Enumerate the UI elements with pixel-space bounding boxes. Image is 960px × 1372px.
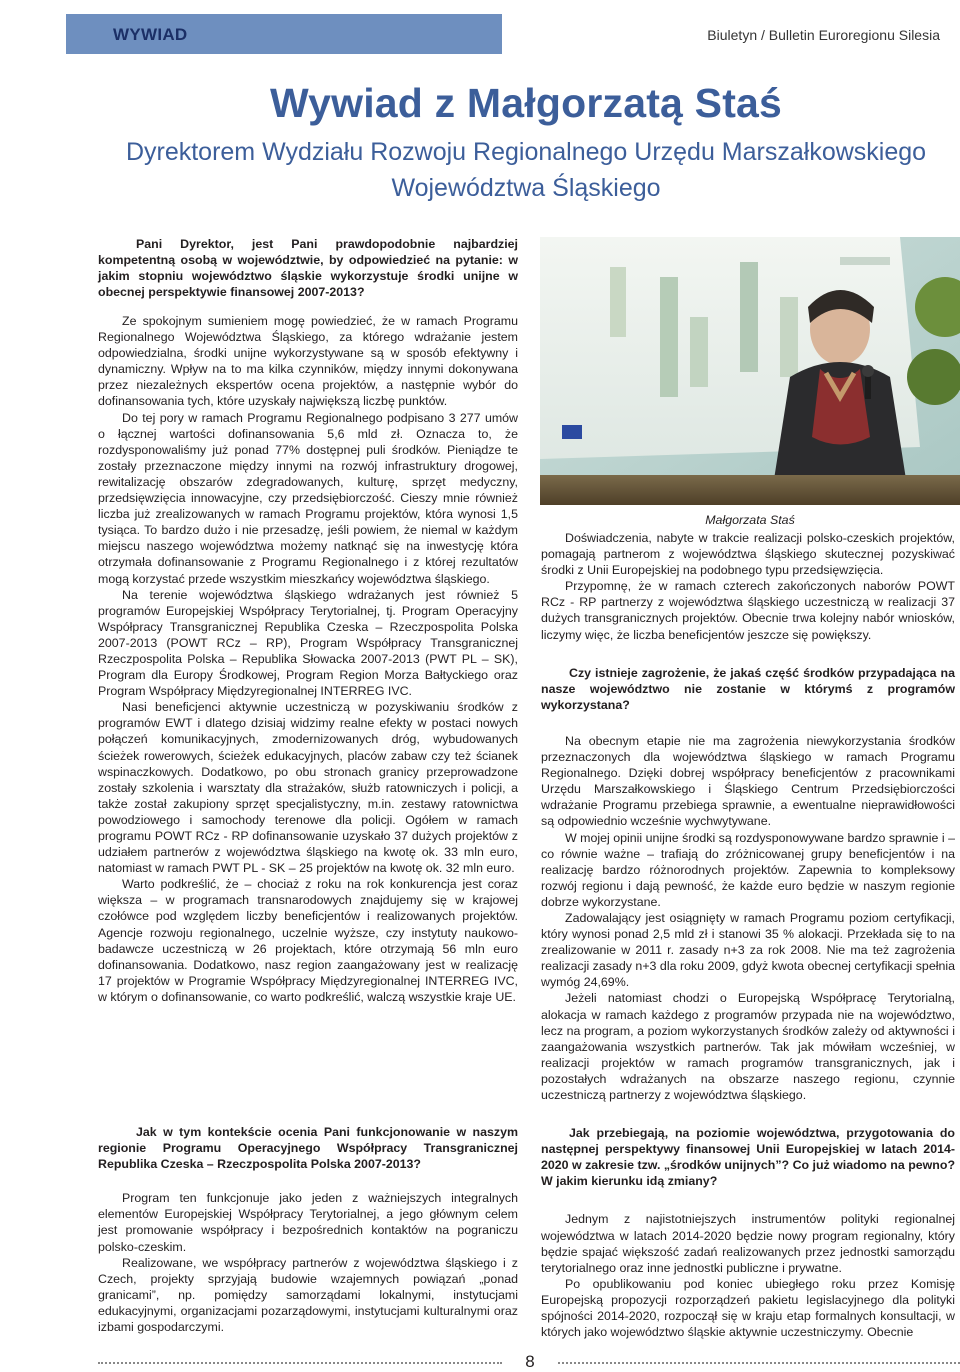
answer-2-paragraph-1: Program ten funkcjonuje jako jeden z ważniejszych integralnych elementów Europejskiej Współpracy Terytorialnej, a jego głównym celem jest promowanie współpracy i bezpośrednich kontaktów na pograniczu polsko-czeskim. <box>98 1191 518 1254</box>
answer-3-paragraph-3: Zadowalający jest osiągnięty w ramach Programu poziom certyfikacji, który wynosi ponad 2,5 mld zł i stanowi 35 % alokacji. Przekłada się to na zrealizowanie w 2011 r. zasady n+3 za rok 2008. Nie ma też zagrożenia realizacji zasady n+3 dla roku 2009, gdyż kwota obecnej certyfikacji spełnia wymóg 24,69%. <box>541 910 955 990</box>
question-3: Czy istnieje zagrożenie, że jakaś część środków przypadająca na nasze województwo nie zostanie w którymś z programów wykorzystana? <box>541 665 955 712</box>
left-column-top <box>98 236 518 300</box>
answer-3-paragraph-1: Na obecnym etapie nie ma zagrożenia niewykorzystania środków przeznaczonych dla województwa śląskiego w ramach Programu Regionalnego. Dzięki dobrej współpracy beneficjentów z pracownikami Urzędu Marszałkowskiego i Śląskiego Centrum Przedsiębiorczości wdrażanie Programu przebiega sprawnie, a ewentualne nieprawidłowości są odpowiednio wcześnie wychwytywane. <box>541 733 955 829</box>
left-column-body <box>98 313 518 1005</box>
question-4: Jak przebiegają, na poziomie województwa, przygotowania do następnej perspektywy finansowej Unii Europejskiej w latach 2014-2020 w zakresie tzw. „środków unijnych”? Co już wiadomo na pewno? W jakim kierunku idą zmiany? <box>541 1126 956 1189</box>
footer-rule-right <box>558 1362 960 1364</box>
answer-1-paragraph-5: Warto podkreślić, że – chociaż z roku na rok konkurencja jest coraz większa – w programach transnarodowych znajdujemy się w krajowej czołówce pod względem liczby beneficjentów i realizowanych projektów. Agencje rozwoju regionalnego, uczelnie wyższe, czy instytuty naukowo-badawcze uczestniczą w 26 projektach, które otrzymają 56 mln euro dofinansowania. Dodatkowo, nasz region zaangażowany jest w realizację 17 projektów w Programie Współpracy Międzyregionalnej INTERREG IVC, w którym o dofinansowanie, co warto podkreślić, walczą wszystkie kraje UE. <box>98 877 518 1004</box>
speaker-photo <box>540 237 960 505</box>
answer-3-paragraph-2: W mojej opinii unijne środki są rozdysponowywane bardzo sprawnie i – co równie ważne – trafiają do zróżnicowanej grupy beneficjentów i na realizację bardzo różnorodnych projektów. Zapewnia to kompleksowy rozwój regionu i dają pewność, że każde euro będzie w naszym regionie dobrze wykorzystane. <box>541 830 955 909</box>
publication-name: Biuletyn / Bulletin Euroregionu Silesia <box>707 27 940 43</box>
page-number: 8 <box>514 1352 546 1372</box>
answer-4-paragraph-1: Jednym z najistotniejszych instrumentów polityki regionalnej województwa w latach 2014-2020 będzie nowy program regionalny, który będzie spajać większość zadań realizowanych przez jednostki samorządu terytorialnego oraz inne jednostki publiczne i prywatne. <box>541 1212 955 1275</box>
answer-3-paragraph-4: Jeżeli natomiast chodzi o Europejską Współpracę Terytorialną, alokacja w ramach każdego z programów przypada nie na województwo, lecz na program, a poziom wykorzystanych środków zależy od aktywności i zaangażowania wszystkich partnerów. Tak jak mówiłam wcześniej, w realizacji projektów w ramach programów transgranicznych, jak i pozostałych wdrażanych na obszarze naszego regionu, czynnie uczestniczą partnerzy z województwa śląskiego. <box>541 991 955 1102</box>
article-subtitle-line2: Województwa Śląskiego <box>391 174 661 202</box>
question-2: Jak w tym kontekście ocenia Pani funkcjonowanie w naszym regionie Programu Operacyjnego Współpracy Transgranicznej Republika Czeska – Rzeczpospolita Polska 2007-2013? <box>98 1125 518 1172</box>
answer-1-paragraph-4: Nasi beneficjenci aktywnie uczestniczą w pozyskiwaniu środków z programów EWT i dlatego dzisiaj widzimy realne efekty w postaci nowych połączeń komunikacyjnych, zmodernizowanych dróg, wybudowanych ścieżek rowerowych, ścieżek edukacyjnych, placów zabaw czy też ścianek wspinaczkowych. Dodatkowo, po obu stronach granicy przeprowadzone zostały szkolenia i warsztaty dla strażaków, służb ratowniczych i policji, a także został zakupiony sprzęt specjalistyczny, m.in. zestawy ratownictwa powodziowego i samochody terenowe dla policji. Ogółem w ramach programu POWT RCz - RP dofinansowanie uzyskało 37 dużych projektów z udziałem partnerów z województwa śląskiego na kwotę ok. 33 mln euro, natomiast w ramach PWT PL - SK – 25 projektów na kwotę ok. 32 mln euro. <box>98 700 518 876</box>
answer-2-paragraph-4: Przypomnę, że w ramach czterech zakończonych naborów POWT RCz - RP partnerzy z województwa śląskiego uczestniczą w realizacji 37 dużych transgranicznych projektów. Obecnie trwa kolejny nabór wniosków, liczymy więc, że liczba beneficjentów jeszcze się powiększy. <box>541 579 955 642</box>
answer-1-paragraph-2: Do tej pory w ramach Programu Regionalnego podpisano 3 277 umów o łącznej wartości dofinansowania 5,6 mld zł. Oznacza to, że rozdysponowaliśmy już ponad 77% dostępnej puli środków. Pieniądze te zostały przeznaczone między innymi na rozwój infrastruktury drogowej, rewitalizację obszarów zdegradowanych, kulturę, sprzęt medyczny, przedsięwzięcia innowacyjne, czy przedsiębiorczość. Cieszy mnie również liczba już zrealizowanych w ramach Programu projektów, która wynosi 1,5 tysiąca. To bardzo dużo i nie przesadzę, jeśli powiem, że niemal w każdym miejscu naszego województwa możemy natknąć się na inwestycję która otrzymała dofinansowanie z Programu Regionalnego i z której rezultatów mogą korzystać przede wszystkim mieszkańcy województwa śląskiego. <box>98 410 518 586</box>
question-1: Pani Dyrektor, jest Pani prawdopodobnie najbardziej kompetentną osobą w województwie, by odpowiedzieć na pytanie: w jakim stopniu województwo śląskie wykorzystuje środki unijne w obecnej perspektywie finansowej 2007-2013? <box>98 237 518 300</box>
answer-1-paragraph-1: Ze spokojnym sumieniem mogę powiedzieć, że w ramach Programu Regionalnego Województwa Śląskiego, za którego wdrażanie jestem odpowiedzialna, środki unijne wykorzystywane są w sposób efektywny i dynamiczny. Wpływ na to ma kilka czynników, między innymi dokonywana przez niezależnych ekspertów ocena projektów, a następnie wybór do dofinansowania tych, które uzyskały największą liczbę punktów. <box>98 314 518 409</box>
article-title: Wywiad z Małgorzatą Staś <box>269 80 783 126</box>
answer-2-paragraph-2: Realizowane, we współpracy partnerów z województwa śląskiego i z Czech, projekty sprzyjają budowie wzajemnych powiązań „ponad granicami”, np. pomiędzy samorządami lokalnymi, instytucjami edukacyjnymi, organizacjami pozarządowymi, instytucjami kulturalnymi oraz izbami gospodarczymi. <box>98 1255 518 1335</box>
answer-4-paragraph-2: Po opublikowaniu pod koniec ubiegłego roku przez Komisję Europejską propozycji rozporządzeń pakietu legislacyjnego dla polityki spójności 2014-2020, rozpoczął się w kraju etap formalnych konsultacji, w których jako województwo śląskie aktywnie uczestniczymy. Obecnie <box>541 1276 955 1340</box>
right-column <box>541 530 955 1340</box>
answer-2-paragraph-3: Doświadczenia, nabyte w trakcie realizacji polsko-czeskich projektów, pomagają partnerom z województwa śląskiego skutecznej pozyskiwać środki z Unii Europejskiej na podobnego typu przedsięwzięcia. <box>541 531 955 578</box>
left-column-bottom <box>98 1124 518 1335</box>
article-subtitle-line1: Dyrektorem Wydziału Rozwoju Regionalnego Urzędu Marszałkowskiego <box>125 138 927 166</box>
footer-rule-left <box>98 1362 502 1364</box>
answer-1-paragraph-3: Na terenie województwa śląskiego wdrażanych jest również 5 programów Europejskiej Współpracy Terytorialnej, tj. Program Operacyjny Współpracy Transgranicznej Republika Czeska – Rzeczpospolita Polska 2007-2013 (POWT RCz – RP), Program Współpracy Transgranicznej Rzeczpospolita Polska – Republika Słowacka 2007-2013 (PWT PL – SK), Program dla Europy Środkowej, Program Region Morza Bałtyckiego oraz Program Współpracy Międzyregionalnej INTERREG IVC. <box>98 587 518 699</box>
photo-caption: Małgorzata Staś <box>705 513 795 527</box>
section-label: WYWIAD <box>113 25 188 44</box>
page-header <box>0 0 960 60</box>
